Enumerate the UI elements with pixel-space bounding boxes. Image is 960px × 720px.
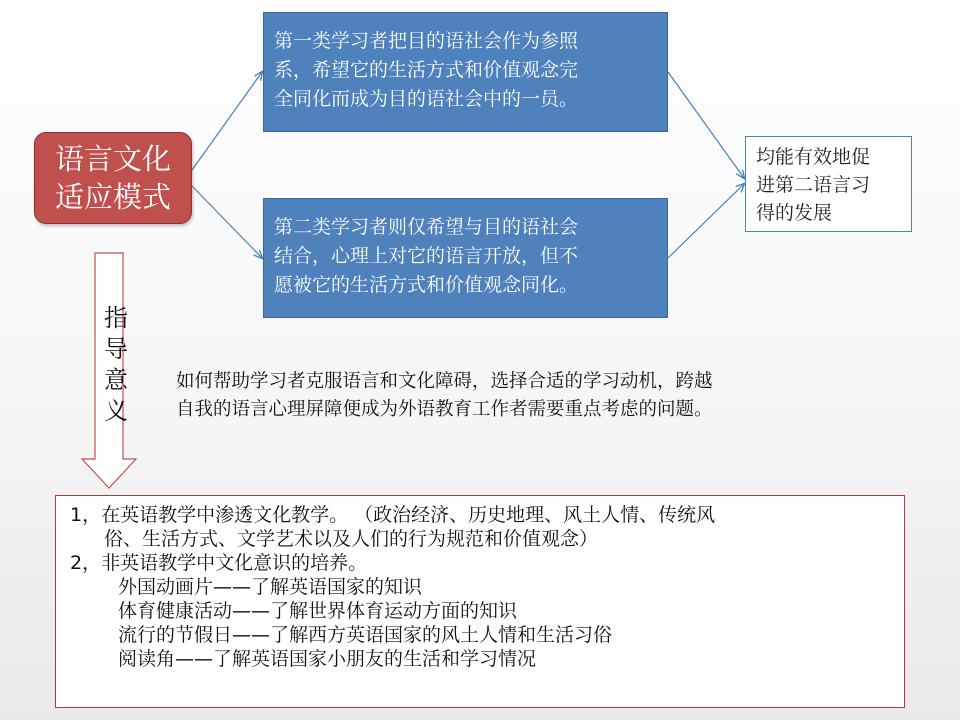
learner-type1-box <box>263 12 668 132</box>
teaching-measures-box <box>55 495 905 708</box>
main-box-line2: 适应模式 <box>54 180 171 214</box>
result-line1: 均能有效地促 <box>756 146 871 168</box>
learner-type2-box <box>263 198 668 318</box>
measure-sub-item: 外国动画片——了解英语国家的知识 <box>118 576 423 598</box>
guide-significance-label <box>104 303 128 427</box>
arrow-to-type2 <box>192 186 262 258</box>
result-box <box>745 136 912 232</box>
measure-sub-item: 流行的节假日——了解西方英语国家的风土人情和生活习俗 <box>118 624 613 646</box>
type1-line1: 第一类学习者把目的语社会作为参照 <box>274 30 579 52</box>
question-text <box>176 368 896 424</box>
result-line3: 得的发展 <box>756 202 833 224</box>
language-culture-adaptation-model-box <box>34 132 192 224</box>
guide-char: 导 <box>104 335 128 363</box>
question-line1: 如何帮助学习者克服语言和文化障碍，选择合适的学习动机，跨越 <box>176 371 713 392</box>
main-box-line1: 语言文化 <box>54 142 171 176</box>
guide-char: 指 <box>104 304 128 332</box>
type2-line1: 第二类学习者则仅希望与目的语社会 <box>274 216 579 238</box>
guide-char: 义 <box>104 397 128 425</box>
arrow-type2-to-result <box>668 184 744 258</box>
arrow-type1-to-result <box>668 72 744 178</box>
type1-line2: 系，希望它的生活方式和价值观念完 <box>274 59 579 81</box>
arrow-to-type1 <box>192 72 262 170</box>
type1-line3: 全同化而成为目的语社会中的一员。 <box>274 88 579 110</box>
measure-item1-line1: 1，在英语教学中渗透文化教学。 （政治经济、历史地理、风土人情、传统风 <box>70 504 716 526</box>
question-line2: 自我的语言心理屏障便成为外语教育工作者需要重点考虑的问题。 <box>176 399 713 420</box>
measure-item1-line2: 俗、生活方式、文学艺术以及人们的行为规范和价值观念） <box>104 528 599 550</box>
type2-line3: 愿被它的生活方式和价值观念同化。 <box>274 274 579 296</box>
guide-char: 意 <box>104 366 128 394</box>
measure-item2: 2，非英语教学中文化意识的培养。 <box>70 552 368 574</box>
measure-sub-item: 阅读角——了解英语国家小朋友的生活和学习情况 <box>118 648 537 670</box>
type2-line2: 结合，心理上对它的语言开放，但不 <box>274 245 579 267</box>
measure-sub-item: 体育健康活动——了解世界体育运动方面的知识 <box>118 600 518 622</box>
result-line2: 进第二语言习 <box>756 174 871 196</box>
